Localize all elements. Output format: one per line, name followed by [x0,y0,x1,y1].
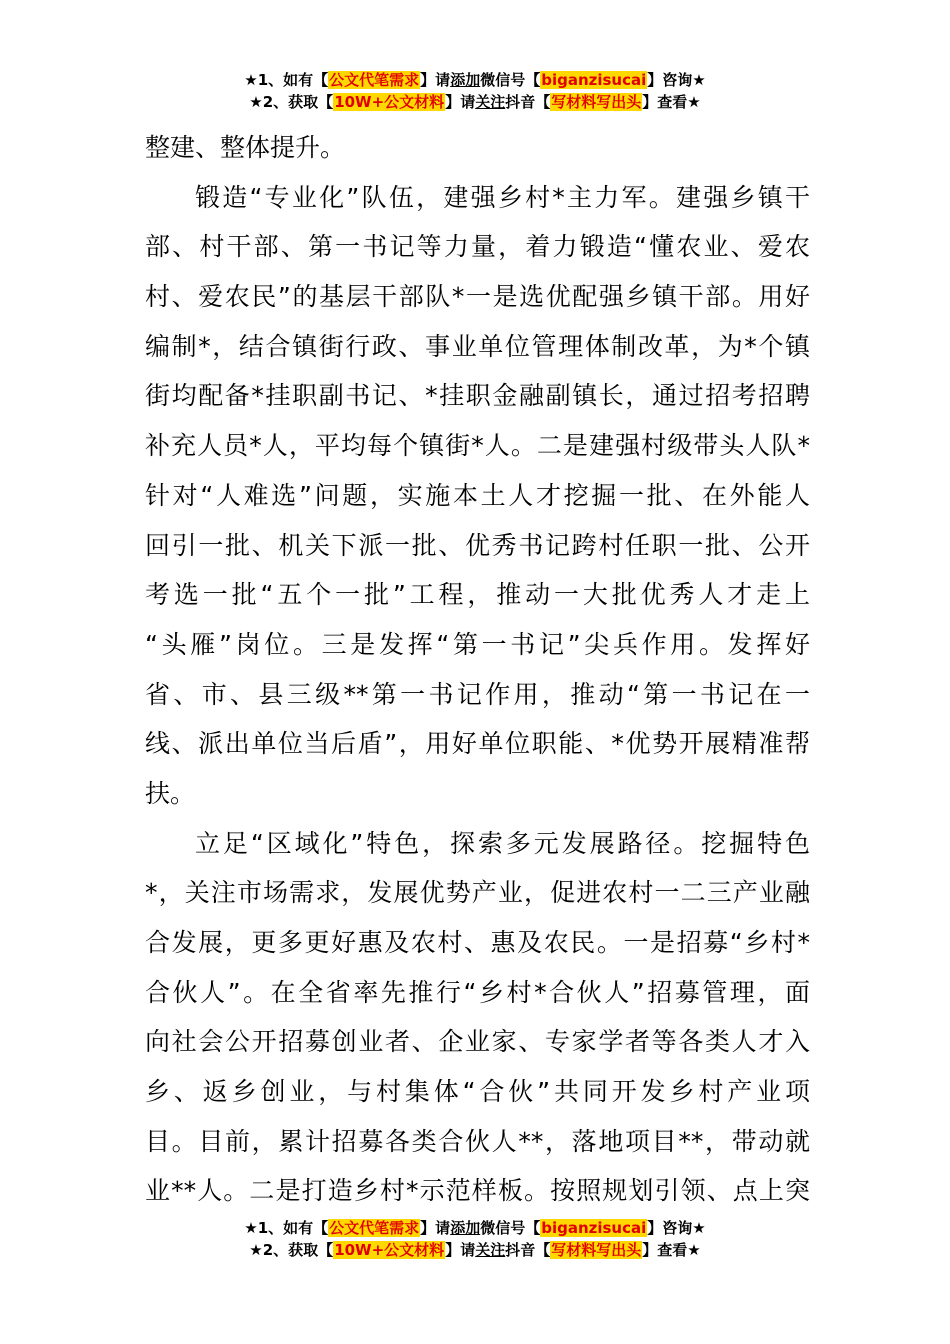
highlight-wechat-id: biganzisucai [541,1219,647,1237]
footer-banner [0,1217,950,1261]
banner-line-1: ★1、如有【公文代笔需求】请添加微信号【biganzisucai】咨询★ [244,71,706,89]
text-line: 针对“人难选”问题，实施本土人才挖掘一批、在外能人 [145,480,810,510]
text-line: 扶。 [145,778,196,808]
header-banner [0,69,950,113]
text-line: 回引一批、机关下派一批、优秀书记跨村任职一批、公开 [145,530,810,560]
text-line: 目。目前，累计招募各类合伙人**，落地项目**，带动就 [145,1126,810,1156]
paragraph-heading-line: 锻造“专业化”队伍，建强乡村*主力军。建强乡镇干 [195,182,810,212]
text-line: 村、爱农民”的基层干部队*一是选优配强乡镇干部。用好 [145,282,810,312]
text-line: 省、市、县三级**第一书记作用，推动“第一书记在一 [145,679,810,709]
text-line: 部、村干部、第一书记等力量，着力锻造“懂农业、爱农 [145,232,810,262]
text-line: 考选一批“五个一批”工程，推动一大批优秀人才走上 [145,580,810,610]
banner-line-1: ★1、如有【公文代笔需求】请添加微信号【biganzisucai】咨询★ [244,1219,706,1237]
paragraph-heading-line: 立足“区域化”特色，探索多元发展路径。挖掘特色 [195,828,810,858]
text-line: 整建、整体提升。 [145,133,346,162]
text-line: 补充人员*人，平均每个镇街*人。二是建强村级带头人队* [145,431,810,461]
highlight-need: 公文代笔需求 [329,71,420,89]
text-line: 向社会公开招募创业者、企业家、专家学者等各类人才入 [145,1027,810,1057]
highlight-need: 公文代笔需求 [329,1219,420,1237]
banner-line-2: ★2、获取【10W+公文材料】请关注抖音【写材料写出头】查看★ [249,1241,701,1259]
text-line: 线、派出单位当后盾”，用好单位职能、*优势开展精准帮 [145,729,810,759]
highlight-materials: 10W+公文材料 [334,1241,445,1259]
banner-line-2: ★2、获取【10W+公文材料】请关注抖音【写材料写出头】查看★ [249,93,701,111]
text-line: *，关注市场需求，发展优势产业，促进农村一二三产业融 [145,878,810,908]
text-line: 合发展，更多更好惠及农村、惠及农民。一是招募“乡村* [145,928,810,957]
text-line: 业**人。二是打造乡村*示范样板。按照规划引领、点上突 [145,1176,810,1206]
text-line: “头雁”岗位。三是发挥“第一书记”尖兵作用。发挥好 [145,629,810,659]
text-line: 合伙人”。在全省率先推行“乡村*合伙人”招募管理，面 [145,977,810,1007]
text-line: 编制*，结合镇街行政、事业单位管理体制改革，为*个镇 [145,331,810,361]
document-body [145,123,810,1216]
text-line: 乡、返乡创业，与村集体“合伙”共同开发乡村产业项 [145,1077,810,1107]
highlight-douyin: 写材料写出头 [551,93,642,111]
highlight-materials: 10W+公文材料 [334,93,445,111]
highlight-douyin: 写材料写出头 [551,1241,642,1259]
highlight-wechat-id: biganzisucai [541,71,647,89]
text-line: 街均配备*挂职副书记、*挂职金融副镇长，通过招考招聘 [145,381,810,411]
